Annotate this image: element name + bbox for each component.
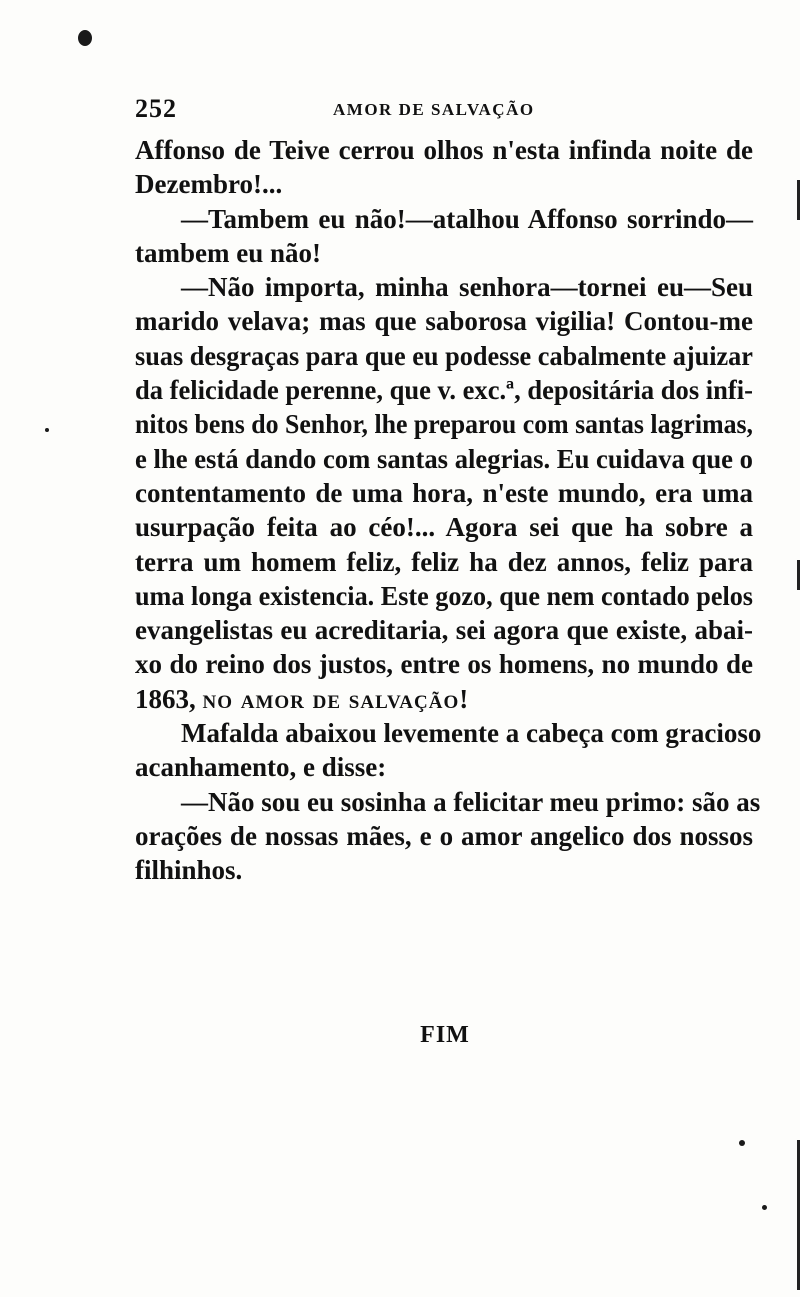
text-line: terra um homem feliz, feliz ha dez annos, feliz para [135, 546, 753, 577]
text-line: acanhamento, e disse: [135, 752, 387, 783]
running-title: AMOR DE SALVAÇÃO [333, 100, 535, 119]
exclamation: ! [459, 683, 469, 714]
text-line: contentamento de uma hora, n'este mundo, era uma [135, 477, 753, 508]
ink-speck [762, 1205, 767, 1210]
text-line: uma longa existencia. Este gozo, que nem contado pelos [135, 580, 753, 611]
text-line: tambem eu não! [135, 237, 321, 268]
text-line: Mafalda abaixou levemente a cabeça com gracioso [181, 718, 762, 749]
body-text [135, 133, 762, 888]
text-line: suas desgraças para que eu podesse cabalmente ajuizar [135, 340, 753, 371]
text-line: e lhe está dando com santas alegrias. Eu cuidava que o [135, 443, 753, 474]
ink-speck [739, 1140, 745, 1146]
text-line: da felicidade perenne, que v. exc.ª, depositária dos infi- [135, 375, 753, 406]
small-caps-title: no amor de salvação [202, 683, 460, 714]
page-number: 252 [135, 94, 177, 123]
year-text: 1863, [135, 683, 203, 714]
text-line: xo do reino dos justos, entre os homens, no mundo de [135, 649, 753, 680]
text-line: marido velava; mas que saborosa vigilia! Contou-me [135, 306, 753, 337]
text-line: Affonso de Teive cerrou olhos n'esta infinda noite de [135, 135, 753, 165]
text-line: —Não sou eu sosinha a felicitar meu primo: são as [181, 786, 761, 817]
text-line: orações de nossas mães, e o amor angelico dos nossos [135, 820, 753, 851]
text-line: —Tambem eu não!—atalhou Affonso sorrindo— [181, 203, 753, 234]
text-line: evangelistas eu acreditaria, sei agora que existe, abai- [135, 615, 753, 646]
end-marker: FIM [420, 1022, 470, 1048]
text-line: filhinhos. [135, 855, 243, 886]
text-line: nitos bens do Senhor, lhe preparou com santas lagrimas, [135, 409, 754, 440]
text-line-1863 [135, 682, 753, 716]
text-line: Dezembro!... [135, 169, 283, 200]
ink-speck [45, 428, 49, 432]
ink-speck [78, 30, 92, 46]
text-line: usurpação feita ao céo!... Agora sei que ha sobre a [135, 512, 753, 543]
page-header [135, 94, 755, 128]
text-line: —Não importa, minha senhora—tornei eu—Seu [181, 272, 753, 303]
